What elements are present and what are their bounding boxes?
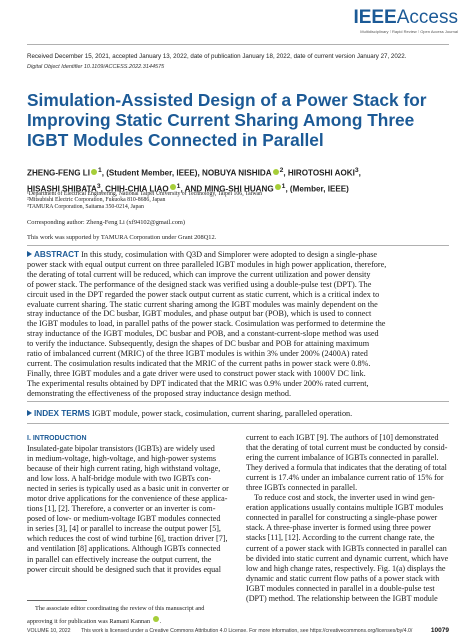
article-title xyxy=(27,90,447,150)
author-name: , HIROTOSHI AOKI xyxy=(283,168,355,178)
license-text[interactable]: This work is licensed under a Creative Commons Attribution 4.0 License. For more information, see https://creativecommons.org/licenses/by/4.0/ xyxy=(81,628,413,634)
footnote-rule xyxy=(27,600,87,601)
abstract-text-line: In this study, cosimulation with Q3D and Simplorer were adopted to design a single-phase xyxy=(81,250,378,259)
author-name: , (Student Member, IEEE), NOBUYA NISHIDA xyxy=(101,168,272,178)
abstract-text-line: the derating of total current will be reduced, which can improve the current utilization and power density xyxy=(27,269,371,279)
title-line: Simulation-Assisted Design of a Power Stack for xyxy=(27,90,427,110)
body-line: eration applications usually contains multiple IGBT modules xyxy=(246,503,444,513)
index-terms-heading: INDEX TERMS xyxy=(34,409,90,418)
footnote xyxy=(27,602,229,628)
body-line: low and high change rates, respectively. Fig. 1(a) displays the xyxy=(246,563,446,573)
body-line: because of their high current rating, high withstand voltage, xyxy=(27,464,221,474)
title-line: Improving Static Current Sharing Among Three xyxy=(27,110,415,130)
abstract xyxy=(27,250,447,399)
body-line: stack. A three-phase inverter is formed using three power xyxy=(246,523,431,533)
body-line: Insulated-gate bipolar transistors (IGBTs) are widely used xyxy=(27,444,215,453)
body-line: (DPT) method. The relationship between the IGBT module xyxy=(246,593,438,603)
abstract-heading: ABSTRACT xyxy=(34,250,80,259)
index-terms-text: IGBT module, power stack, cosimulation, current sharing, paralleled operation. xyxy=(92,409,353,418)
right-column xyxy=(246,433,448,604)
affiliation: ³TAMURA Corporation, Saitama 350-0214, Japan xyxy=(27,203,144,210)
author-membership: , (Member, IEEE) xyxy=(285,184,349,194)
affiliation-mark: 2 xyxy=(279,167,284,174)
affiliation-mark: 1 xyxy=(281,182,286,190)
logo-access-text: Access xyxy=(396,7,458,28)
author-line xyxy=(27,164,447,180)
body-line: current of a power stack with IGBTs connected in parallel can xyxy=(246,543,447,553)
abstract-text-line: evaluate current sharing. The static current sharing among the IGBT modules was mainly dependent on the xyxy=(27,299,378,309)
body-line: motor drive applications for the convenience of these applica- xyxy=(27,494,228,504)
affiliation-mark: 3 xyxy=(96,182,101,190)
left-column xyxy=(27,434,229,575)
body-line: which reduces the cost of wind turbine [6], traction driver [7], xyxy=(27,534,228,544)
triangle-icon xyxy=(27,410,32,416)
body-line: tions [1], [2]. Therefore, a converter or an inverter is com- xyxy=(27,504,216,514)
body-line: posed of low- or medium-voltage IGBT modules connected xyxy=(27,514,221,524)
abstract-text-line: ratio of imbalanced current (MRIC) of the three IGBT modules is within 3% under 200% (2400A) rated xyxy=(27,349,368,359)
body-line: nected in series is typically used as a basic unit in converter or xyxy=(27,484,229,494)
doi: Digital Object Identifier 10.1109/ACCESS.2022.3144575 xyxy=(27,64,165,70)
volume-label: VOLUME 10, 2022 xyxy=(27,628,71,634)
author-name: , CHIH-CHIA LIAO xyxy=(100,184,169,194)
index-divider xyxy=(27,423,449,424)
body-line: connected in parallel for constructing a single-phase power xyxy=(246,513,438,523)
body-line: and low loss. A half-bridge module with two IGBTs con- xyxy=(27,474,212,484)
body-line: To reduce cost and stock, the inverter used in wind gen- xyxy=(246,493,435,503)
abstract-divider-bottom xyxy=(27,401,449,402)
footnote-line: approving it for publication was Ramani Kannan . xyxy=(27,618,162,625)
index-terms xyxy=(27,409,447,419)
abstract-text-line: of power stack. The performance of the designed stack was verified using a double-pulse test (DPT). The xyxy=(27,279,372,289)
logo-ieee-text: IEEE xyxy=(353,7,397,28)
affiliation-mark: 1 xyxy=(97,167,102,174)
body-line: in medium-voltage, high-voltage, and high-power systems xyxy=(27,454,217,464)
abstract-text-line: circuit used in the DPT regarded the power stack output current as static current, which is a critical index to xyxy=(27,289,380,299)
header-divider xyxy=(27,44,449,45)
ieee-access-logo xyxy=(353,8,458,34)
body-line: current is 17.4% under an imbalance current ratio of 15% for xyxy=(246,473,444,483)
affiliation: ¹Department of Electrical Engineering, National Taipei University of Technology, Taipei 106, Taiwan xyxy=(27,191,262,197)
body-line: They derived a formula that indicates that the derating of total xyxy=(246,463,447,473)
author-name: , AND MING-SHI HUANG xyxy=(180,184,274,194)
abstract-divider-top xyxy=(27,245,449,246)
orcid-icon[interactable] xyxy=(91,169,97,175)
body-line: power circuit should be designed such that it provides equal xyxy=(27,564,221,574)
body-line: three IGBTs connected in parallel. xyxy=(246,483,358,493)
page-number: 10079 xyxy=(430,627,449,634)
abstract-first-line xyxy=(27,250,447,260)
body-line: ering the current imbalance of IGBTs connected in parallel. xyxy=(246,453,439,463)
body-line: in series [3], [4] or parallel to increase the output power [5], xyxy=(27,524,221,534)
body-line: IGBT modules connected in parallel in a double-pulse test xyxy=(246,583,435,593)
triangle-icon xyxy=(27,251,32,257)
footnote-line: The associate editor coordinating the review of this manuscript and xyxy=(35,605,205,612)
publication-dates: Received December 15, 2021, accepted January 13, 2022, date of publication January 18, 2022, date of current version January 27, 2022. xyxy=(27,53,407,60)
abstract-text-line: stray inductance of the DC busbar, IGBT modules, and phase output bar (POB), which is used to connect xyxy=(27,309,372,319)
affiliation: ²Mitsubishi Electric Corporation, Fukuoka 810-8686, Japan xyxy=(27,197,166,204)
corresponding-author: Corresponding author: Zheng-Feng Li (xf94102@gmail.com) xyxy=(27,219,185,226)
funding-statement: This work was supported by TAMURA Corporation under Grant 208Q12. xyxy=(27,234,217,241)
orcid-icon[interactable] xyxy=(170,184,176,190)
affiliations xyxy=(27,191,447,210)
footnote-text: approving it for publication was Ramani Kannan xyxy=(27,618,151,625)
author-name: HISASHI SHIBATA xyxy=(27,184,97,194)
body-line: in parallel can effectively increase the output current, the xyxy=(27,554,212,564)
orcid-icon[interactable] xyxy=(273,169,279,175)
abstract-text-line: Finally, three IGBT modules and a gate driver were used to construct power stack with 1000V DC link. xyxy=(27,368,366,378)
body-line: be divided into static current and dynamic current, which have xyxy=(246,553,449,563)
author-name: ZHENG-FENG LI xyxy=(27,168,90,178)
body-line: current to each IGBT [9]. The authors of [10] demonstrated xyxy=(246,433,439,442)
abstract-text-line: demonstrating the effectiveness of the proposed stray inductance design method. xyxy=(27,388,292,398)
abstract-text-line: current. The cosimulation results indicated that the MRIC of the current paths in power stack were 0.8%. xyxy=(27,358,371,368)
logo-tagline: Multidisciplinary ⁝ Rapid Review ⁝ Open Access Journal xyxy=(360,29,458,34)
body-line: stacks [11], [12]. According to the current change rate, the xyxy=(246,533,435,543)
abstract-text-line: power stack with equal output current on three paralleled IGBT modules in high power application, therefore, xyxy=(27,259,387,269)
section-heading: I. INTRODUCTION xyxy=(27,435,87,442)
body-line: dynamic and static current flow paths of a power stack with xyxy=(246,573,440,583)
abstract-text-line: stray inductance of the IGBT modules, DC busbar and POB, and a constant-current-slope method was used xyxy=(27,329,379,339)
affiliation-mark: 1 xyxy=(176,182,181,190)
affiliation-mark: 3 xyxy=(354,167,359,174)
orcid-icon[interactable] xyxy=(153,616,159,622)
abstract-text-line: to verify the inductance. Subsequently, design the shapes of DC busbar and POB for attaining maximum xyxy=(27,339,370,349)
abstract-text-line: The experimental results obtained by DPT indicated that the MRIC was 0.9% under 200% rated current, xyxy=(27,378,369,388)
author-separator: , xyxy=(358,168,361,178)
body-line: and ventilation [8] applications. Although IGBTs connected xyxy=(27,544,221,554)
title-line: IGBT Modules Connected in Parallel xyxy=(27,130,324,150)
orcid-icon[interactable] xyxy=(275,184,281,190)
body-line: that the derating of total current must be conducted by consid- xyxy=(246,443,448,453)
abstract-text-line: the IGBT modules to load, in parallel paths of the power stack. Cosimulation was performed to determine the xyxy=(27,319,386,329)
